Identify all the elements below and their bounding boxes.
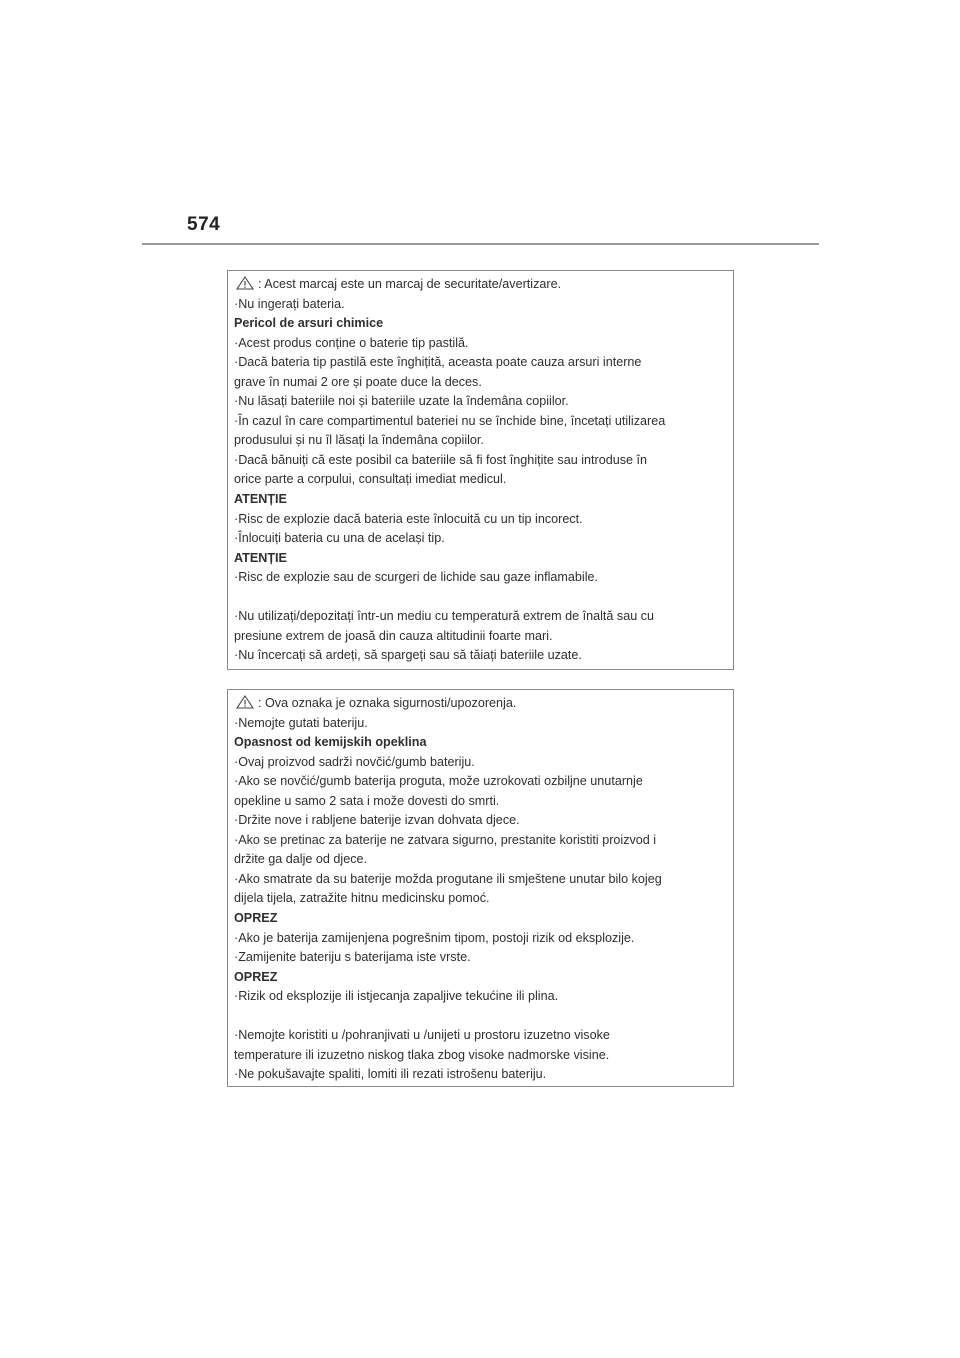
section-heading: OPREZ [234,969,278,984]
warning-triangle-icon [236,695,254,709]
text-line: ·Nemojte gutati bateriju. [234,715,368,730]
text-line: ·Ne pokušavajte spaliti, lomiti ili rezati istrošenu bateriju. [234,1067,547,1082]
text-line: ·Nu ingerați bateria. [234,296,345,311]
page-number: 574 [187,214,221,235]
warning-box-romanian [227,270,734,670]
section-heading: ATENȚIE [234,550,287,565]
text-line: ·Zamijenite bateriju s baterijama iste vrste. [234,950,471,965]
text-line: orice parte a corpului, consultați imediat medicul. [234,472,507,487]
text-line: ·Držite nove i rabljene baterije izvan dohvata djece. [234,813,520,828]
text-line: ·Ako se novčić/gumb baterija proguta, može uzrokovati ozbiljne unutarnje [234,774,643,789]
header-divider [142,243,819,245]
text-line: temperature ili izuzetno niskog tlaka zbog visoke nadmorske visine. [234,1047,610,1062]
text-line: dijela tijela, zatražite hitnu medicinsku pomoć. [234,891,490,906]
text-line: ·În cazul în care compartimentul bateriei nu se închide bine, încetați utilizarea [234,413,666,428]
text-line: ·Nu lăsați bateriile noi și bateriile uzate la îndemâna copiilor. [234,394,569,409]
text-line: produsului și nu îl lăsați la îndemâna copiilor. [234,433,484,448]
text-line: : Ova oznaka je oznaka sigurnosti/upozorenja. [234,694,727,714]
text-line: ·Nemojte koristiti u /pohranjivati u /unijeti u prostoru izuzetno visoke [234,1028,610,1043]
text-line: ·Înlocuiți bateria cu una de același tip. [234,531,445,546]
section-heading: Pericol de arsuri chimice [234,316,384,331]
text-line: držite ga dalje od djece. [234,852,368,867]
text-line: ·Ako se pretinac za baterije ne zatvara sigurno, prestanite koristiti proizvod i [234,832,657,847]
section-heading: OPREZ [234,911,278,926]
text-line: ·Ako smatrate da su baterije možda progutane ili smještene unutar bilo kojeg [234,871,662,886]
warning-box-croatian [227,689,734,1087]
section-heading: ATENȚIE [234,492,287,507]
text-line: ·Acest produs conține o baterie tip pastilă. [234,335,469,350]
text-line: ·Rizik od eksplozije ili istjecanja zapaljive tekućine ili plina. [234,989,559,1004]
text-line: ·Nu utilizați/depozitați într-un mediu cu temperatură extrem de înaltă sau cu [234,609,654,624]
blank-line [234,588,727,608]
text-line: ·Ovaj proizvod sadrži novčić/gumb bateriju. [234,754,475,769]
section-heading: Opasnost od kemijskih opeklina [234,735,427,750]
text-line: ·Dacă bănuiți că este posibil ca bateriile să fi fost înghițite sau introduse în [234,452,648,467]
text-line: ·Risc de explozie sau de scurgeri de lichide sau gaze inflamabile. [234,570,599,585]
text-line: presiune extrem de joasă din cauza altitudinii foarte mari. [234,628,553,643]
warning-triangle-icon [236,276,254,290]
text-line: ·Dacă bateria tip pastilă este înghițită, aceasta poate cauza arsuri interne [234,355,642,370]
blank-line [234,1007,727,1027]
text-line: : Acest marcaj este un marcaj de securitate/avertizare. [234,275,727,295]
text-line: ·Ako je baterija zamijenjena pogrešnim tipom, postoji rizik od eksplozije. [234,930,635,945]
text-line: grave în numai 2 ore și poate duce la deces. [234,374,482,389]
text-line: ·Nu încercați să ardeți, să spargeți sau să tăiați bateriile uzate. [234,648,582,663]
text-line: ·Risc de explozie dacă bateria este înlocuită cu un tip incorect. [234,511,583,526]
text-line: opekline u samo 2 sata i može dovesti do smrti. [234,793,500,808]
